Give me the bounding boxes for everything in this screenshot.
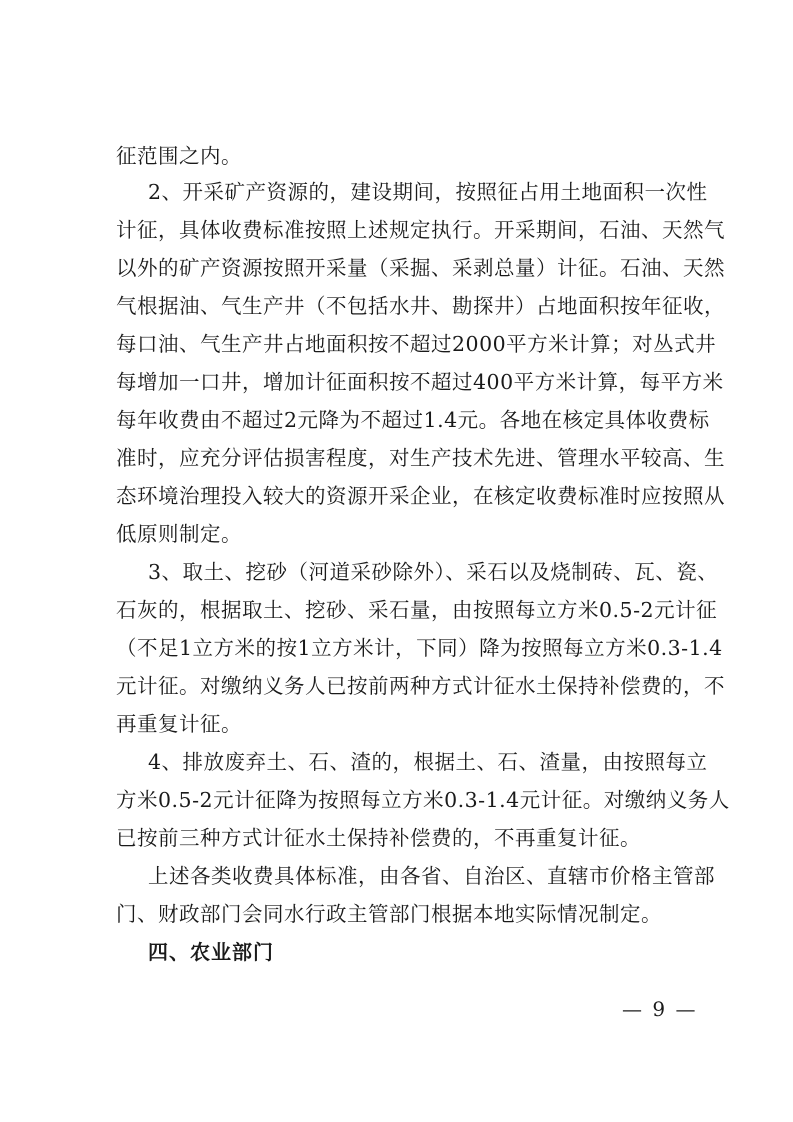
page-number: — 9 — <box>622 997 698 1021</box>
text-line-5: 气根据油、气生产井（不包括水井、勘探井）占地面积按年征收， <box>116 294 725 318</box>
text-line-9: 准时，应充分评估损害程度，对生产技术先进、管理水平较高、生 <box>116 446 725 470</box>
text-line-12: 3、取土、挖砂（河道采砂除外）、采石以及烧制砖、瓦、瓷、 <box>148 560 719 584</box>
text-line-18: 方米0.5-2元计征降为按照每立方米0.3-1.4元计征。对缴纳义务人 <box>116 788 730 812</box>
text-line-4: 以外的矿产资源按照开采量（采掘、采剥总量）计征。石油、天然 <box>116 256 725 280</box>
section-heading: 四、农业部门 <box>148 940 274 964</box>
text-line-3: 计征，具体收费标准按照上述规定执行。开采期间，石油、天然气 <box>116 218 725 242</box>
text-line-21: 门、财政部门会同水行政主管部门根据本地实际情况制定。 <box>116 902 662 926</box>
text-line-2: 2、开采矿产资源的，建设期间，按照征占用土地面积一次性 <box>148 180 708 204</box>
text-line-11: 低原则制定。 <box>116 522 242 546</box>
text-line-17: 4、排放废弃土、石、渣的，根据土、石、渣量，由按照每立 <box>148 750 708 774</box>
text-line-20: 上述各类收费具体标准，由各省、自治区、直辖市价格主管部 <box>148 864 715 888</box>
text-line-7: 每增加一口井，增加计征面积按不超过400平方米计算，每平方米 <box>116 370 724 394</box>
text-line-16: 再重复计征。 <box>116 712 242 736</box>
text-line-13: 石灰的，根据取土、挖砂、采石量，由按照每立方米0.5-2元计征 <box>116 598 718 622</box>
text-line-1: 征范围之内。 <box>116 144 242 168</box>
text-line-10: 态环境治理投入较大的资源开采企业，在核定收费标准时应按照从 <box>116 484 725 508</box>
text-line-19: 已按前三种方式计征水土保持补偿费的，不再重复计征。 <box>116 826 641 850</box>
text-line-14: （不足1立方米的按1立方米计，下同）降为按照每立方米0.3-1.4 <box>116 636 723 660</box>
text-line-8: 每年收费由不超过2元降为不超过1.4元。各地在核定具体收费标 <box>116 408 710 432</box>
text-line-15: 元计征。对缴纳义务人已按前两种方式计征水土保持补偿费的，不 <box>116 674 725 698</box>
text-line-6: 每口油、气生产井占地面积按不超过2000平方米计算；对丛式井 <box>116 332 717 356</box>
